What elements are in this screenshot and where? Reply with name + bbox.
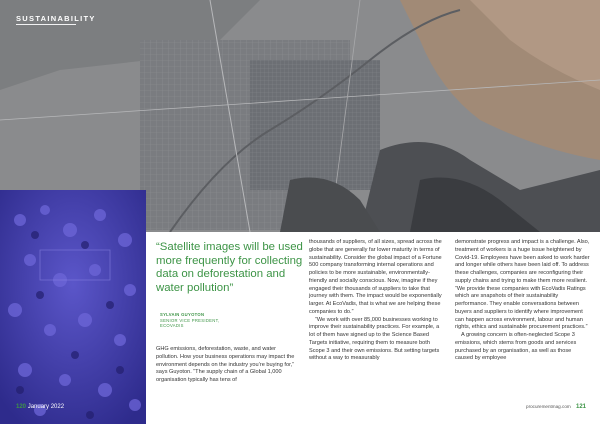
byline-company: ECOVADIS [160, 323, 184, 329]
paragraph: “We work with over 85,000 businesses working to improve their sustainability practices. For example, a lot of them have signed up to the Science Based Targets initiative, requiring them to measure both Scope 3 and their own emissions. But setting targets without a way to measurably [309, 316, 440, 362]
section-label: SUSTAINABILITY [16, 14, 96, 23]
website[interactable]: procurementmag.com [526, 404, 571, 409]
byline-title: SENIOR VICE PRESIDENT, [160, 317, 220, 323]
paragraph: thousands of suppliers, of all sizes, spread across the globe that are generally far lower maturity in terms of sustainability. Consider the global impact of a Fortune 500 company transforming internal operations and policies to be more sustainable, environmentally-friendly and socially conscious. Now, imagine if they engaged their thousands of suppliers to take that journey with them. The impact would be exponentially larger. At EcoVadis, that is what we are helping these companies to do.” [309, 239, 442, 315]
byline [160, 312, 300, 329]
forest-aerial-image [0, 190, 146, 424]
page-number-left: 120 [16, 404, 27, 410]
section-rule [16, 24, 76, 25]
paragraph: A growing concern is often-neglected Scope 3 emissions, which stems from goods and services purchased by an organisation, as well as those caused by employee [455, 332, 577, 362]
pull-quote: “Satellite images will be used more frequently for collecting data on deforestation and water pollution” [156, 241, 303, 294]
body-column-2 [309, 239, 445, 363]
issue-date: January 2022 [27, 404, 65, 410]
page-number-right: 121 [575, 404, 586, 410]
folio-left [16, 404, 64, 410]
byline-name: SYLVAIN GUYOTON [160, 312, 205, 317]
paragraph: demonstrate progress and impact is a challenge. Also, treatment of workers is a huge issue heightened by Covid-19. Employees have been asked to work harder and longer while others have been laid off. To address these challenges, companies are reconfiguring their supply chains and trying to make them more resilient. “We provide these companies with EcoVadis Ratings which are snapshots of their sustainability performance. They enable conversations between buyers and suppliers to identify where improvement can happen across environment, labour and human rights, ethics and sustainable procurement practices.” [455, 239, 590, 331]
folio-right [526, 404, 586, 410]
paragraph: GHG emissions, deforestation, waste, and water pollution. How your business operations may impact the environment depends on the industry you’re buying for,” says Guyoton. “The supply chain of a Global 1,000 organisation typically has tens of [156, 346, 295, 383]
body-column-1 [156, 346, 296, 385]
body-column-3 [455, 239, 590, 363]
